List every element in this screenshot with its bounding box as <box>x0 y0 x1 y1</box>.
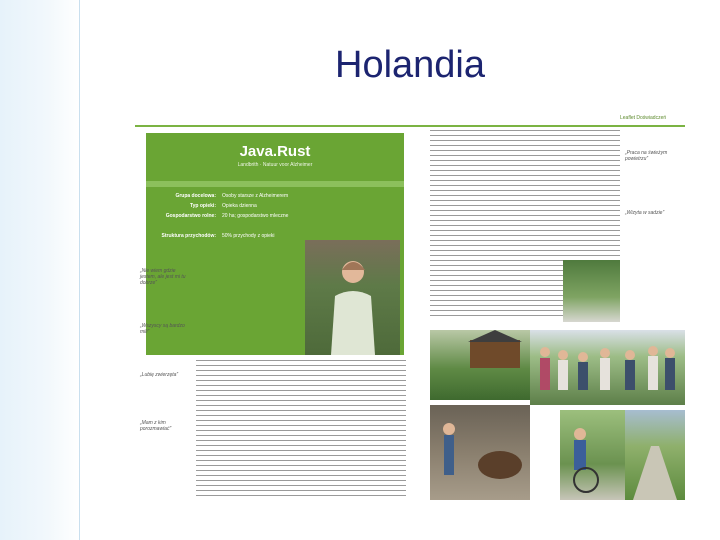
barn-photo <box>430 405 530 500</box>
slide-title: Holandia <box>335 44 485 86</box>
info-box-subtitle: Landbrith · Natuur voor Alzheimer <box>237 162 313 168</box>
slide-left-divider <box>79 0 80 540</box>
side-quote: „Wszyscy są bardzo mili” <box>140 323 185 335</box>
wheelchair-photo <box>560 410 625 500</box>
article-header-line <box>135 125 685 127</box>
article-logo: Leaflet Doświadczeń <box>620 115 667 121</box>
garden-photo <box>563 260 620 322</box>
fact-row: Grupa docelowa: Osoby starsze z Alzheimerem <box>175 193 289 199</box>
farm-photo <box>430 330 530 400</box>
fact-row: Gospodarstwo rolne: 20 ha; gospodarstwo mleczne <box>165 213 289 219</box>
fact-row: Struktura przychodów: 50% przychody z opieki <box>161 233 275 239</box>
info-box-title: Java.Rust <box>239 143 311 160</box>
side-quote: „Nie wiem gdzie jestem, ale jest mi tu dobrze” <box>140 268 186 286</box>
info-box-band <box>146 181 404 187</box>
woman-photo <box>305 240 400 355</box>
side-quote: „Wizyta w sadzie” <box>625 210 665 216</box>
fact-row: Typ opieki: Opieka dzienna <box>189 203 257 209</box>
group-photo <box>530 330 685 405</box>
side-quote: „Mam z kim porozmawiać” <box>140 420 172 432</box>
side-quote: „Lubię zwierzęta” <box>140 372 179 378</box>
path-photo <box>625 410 685 500</box>
side-quote: „Praca na świeżym powietrzu” <box>625 150 668 162</box>
slide-left-band <box>0 0 80 540</box>
article-body-text <box>196 360 406 500</box>
